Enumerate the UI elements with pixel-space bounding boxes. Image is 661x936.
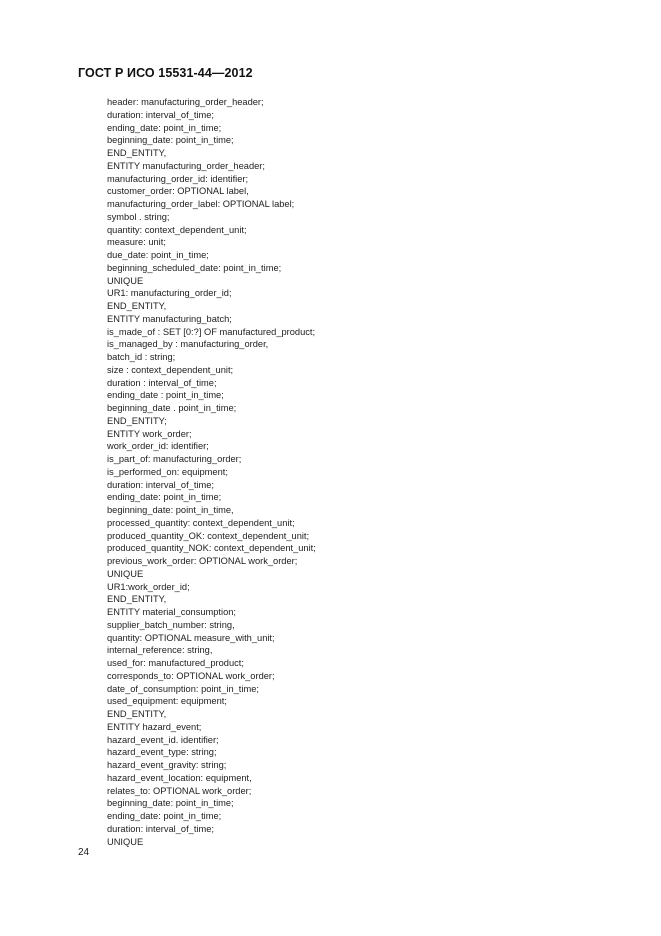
code-line: END_ENTITY, xyxy=(107,148,167,158)
code-line: ENTITY hazard_event; xyxy=(107,721,202,732)
code-line: date_of_consumption: point_in_time; xyxy=(107,683,259,694)
code-line: UNIQUE xyxy=(107,568,144,579)
express-code-listing xyxy=(107,96,316,848)
code-line: due_date: point_in_time; xyxy=(107,250,209,260)
code-line: produced_quantity_NOK: context_dependent_unit; xyxy=(107,543,316,554)
code-line: beginning_date: point_in_time; xyxy=(107,798,234,809)
code-line: ENTITY manufacturing_batch; xyxy=(107,313,232,324)
code-line: END_ENTITY, xyxy=(107,709,167,719)
code-line: processed_quantity: context_dependent_unit; xyxy=(107,517,295,528)
code-line: END_ENTITY, xyxy=(107,301,167,311)
code-line: used_equipment: equipment; xyxy=(107,696,227,707)
code-line: internal_reference: string, xyxy=(107,645,213,656)
code-line: UR1: manufacturing_order_id; xyxy=(107,288,232,299)
code-line: is_managed_by : manufacturing_order, xyxy=(107,339,269,350)
code-line: manufacturing_order_label: OPTIONAL label; xyxy=(107,199,295,209)
page-number: 24 xyxy=(78,847,90,858)
code-line: ending_date: point_in_time; xyxy=(107,122,222,133)
code-line: is_part_of: manufacturing_order; xyxy=(107,454,242,464)
code-line: END_ENTITY; xyxy=(107,415,167,426)
code-line: duration: interval_of_time; xyxy=(107,479,214,490)
code-line: previous_work_order: OPTIONAL work_order; xyxy=(107,556,298,566)
code-line: batch_id : string; xyxy=(107,352,176,362)
code-line: hazard_event_type: string; xyxy=(107,747,217,758)
code-line: work_order_id: identifier; xyxy=(107,441,209,452)
code-line: hazard_event_gravity: string; xyxy=(107,760,227,770)
code-line: corresponds_to: OPTIONAL work_order; xyxy=(107,670,275,681)
code-line: quantity: OPTIONAL measure_with_unit; xyxy=(107,632,275,643)
code-line: UNIQUE xyxy=(107,836,144,847)
code-line: used_for: manufactured_product; xyxy=(107,658,244,668)
code-line: header: manufacturing_order_header; xyxy=(107,97,264,107)
code-line: beginning_date . point_in_time; xyxy=(107,403,237,413)
code-line: beginning_scheduled_date: point_in_time; xyxy=(107,262,282,273)
code-line: hazard_event_id. identifier; xyxy=(107,734,219,745)
document-header: ГОСТ Р ИСО 15531-44—2012 xyxy=(78,66,253,80)
code-line: customer_order: OPTIONAL label, xyxy=(107,186,249,197)
code-line: quantity: context_dependent_unit; xyxy=(107,224,247,235)
code-line: measure: unit; xyxy=(107,237,166,248)
code-line: UR1:work_order_id; xyxy=(107,581,190,592)
code-line: duration: interval_of_time; xyxy=(107,109,214,120)
code-line: ending_date: point_in_time; xyxy=(107,492,222,503)
code-line: beginning_date: point_in_time, xyxy=(107,505,234,515)
code-line: symbol . string; xyxy=(107,211,170,222)
code-line: UNIQUE xyxy=(107,275,144,286)
code-line: ENTITY work_order; xyxy=(107,428,192,439)
code-line: is_performed_on: equipment; xyxy=(107,466,228,477)
code-line: beginning_date: point_in_time; xyxy=(107,135,234,146)
code-line: hazard_event_location: equipment, xyxy=(107,772,252,783)
code-line: ending_date : point_in_time; xyxy=(107,390,224,401)
code-line: END_ENTITY, xyxy=(107,594,167,605)
code-line: duration: interval_of_time; xyxy=(107,823,214,834)
code-line: size : context_dependent_unit; xyxy=(107,364,234,375)
code-line: produced_quantity_OK: context_dependent_unit; xyxy=(107,530,310,541)
code-line: ending_date: point_in_time; xyxy=(107,811,222,821)
code-line: manufacturing_order_id: identifier; xyxy=(107,173,249,184)
code-line: relates_to: OPTIONAL work_order; xyxy=(107,785,252,796)
code-line: is_made_of : SET [0:?] OF manufactured_product; xyxy=(107,326,316,337)
code-line: supplier_batch_number: string, xyxy=(107,619,235,630)
code-line: duration : interval_of_time; xyxy=(107,377,217,388)
code-line: ENTITY material_consumption; xyxy=(107,607,237,617)
code-line: ENTITY manufacturing_order_header; xyxy=(107,160,265,171)
